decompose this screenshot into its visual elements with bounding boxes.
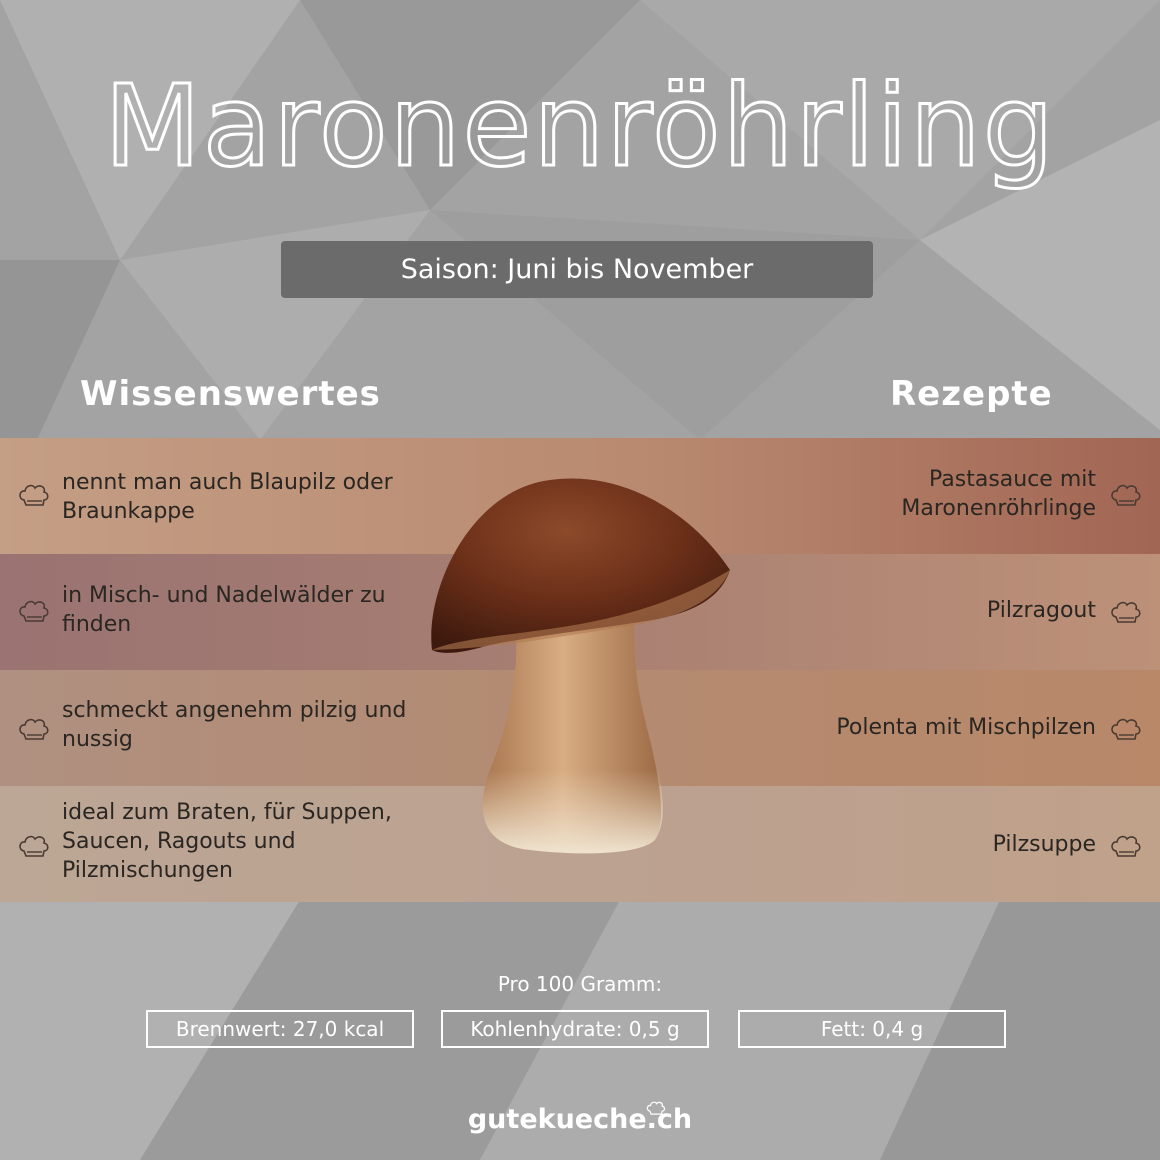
season-badge: Saison: Juni bis November <box>281 241 873 298</box>
recipe-item-2: Pilzragout <box>986 598 1096 623</box>
nutrition-heading: Pro 100 Gramm: <box>497 972 663 996</box>
chef-hat-icon <box>1110 482 1142 508</box>
fact-item-1: nennt man auch Blaupilz oder Braunkappe <box>62 470 393 524</box>
chef-hat-icon <box>18 482 50 508</box>
recipe-item-4: Pilzsuppe <box>992 832 1096 857</box>
chef-hat-icon <box>1110 833 1142 859</box>
chef-hat-icon <box>18 716 50 742</box>
chef-hat-icon <box>18 598 50 624</box>
nutrition-carbs: Kohlenhydrate: 0,5 g <box>441 1010 709 1048</box>
fact-item-4: ideal zum Braten, für Suppen, Saucen, Ragouts und Pilzmischungen <box>62 800 392 883</box>
recipe-item-1: Pastasauce mit Maronenröhrlinge <box>901 467 1096 521</box>
footer-brand: gutekueche.ch <box>467 1104 693 1135</box>
fact-item-2: in Misch- und Nadelwälder zu finden <box>62 583 386 637</box>
chef-hat-icon <box>1110 599 1142 625</box>
nutrition-energy: Brennwert: 27,0 kcal <box>146 1010 414 1048</box>
page-title: Maronenröhrling <box>104 62 1056 192</box>
mushroom-image <box>420 470 740 860</box>
recipe-item-3: Polenta mit Mischpilzen <box>836 715 1096 740</box>
chef-hat-icon <box>646 1100 666 1116</box>
chef-hat-icon <box>18 833 50 859</box>
chef-hat-icon <box>1110 716 1142 742</box>
recipes-heading: Rezepte <box>890 374 1053 414</box>
facts-heading: Wissenswertes <box>80 374 381 414</box>
fact-item-3: schmeckt angenehm pilzig und nussig <box>62 698 407 752</box>
nutrition-fat: Fett: 0,4 g <box>738 1010 1006 1048</box>
